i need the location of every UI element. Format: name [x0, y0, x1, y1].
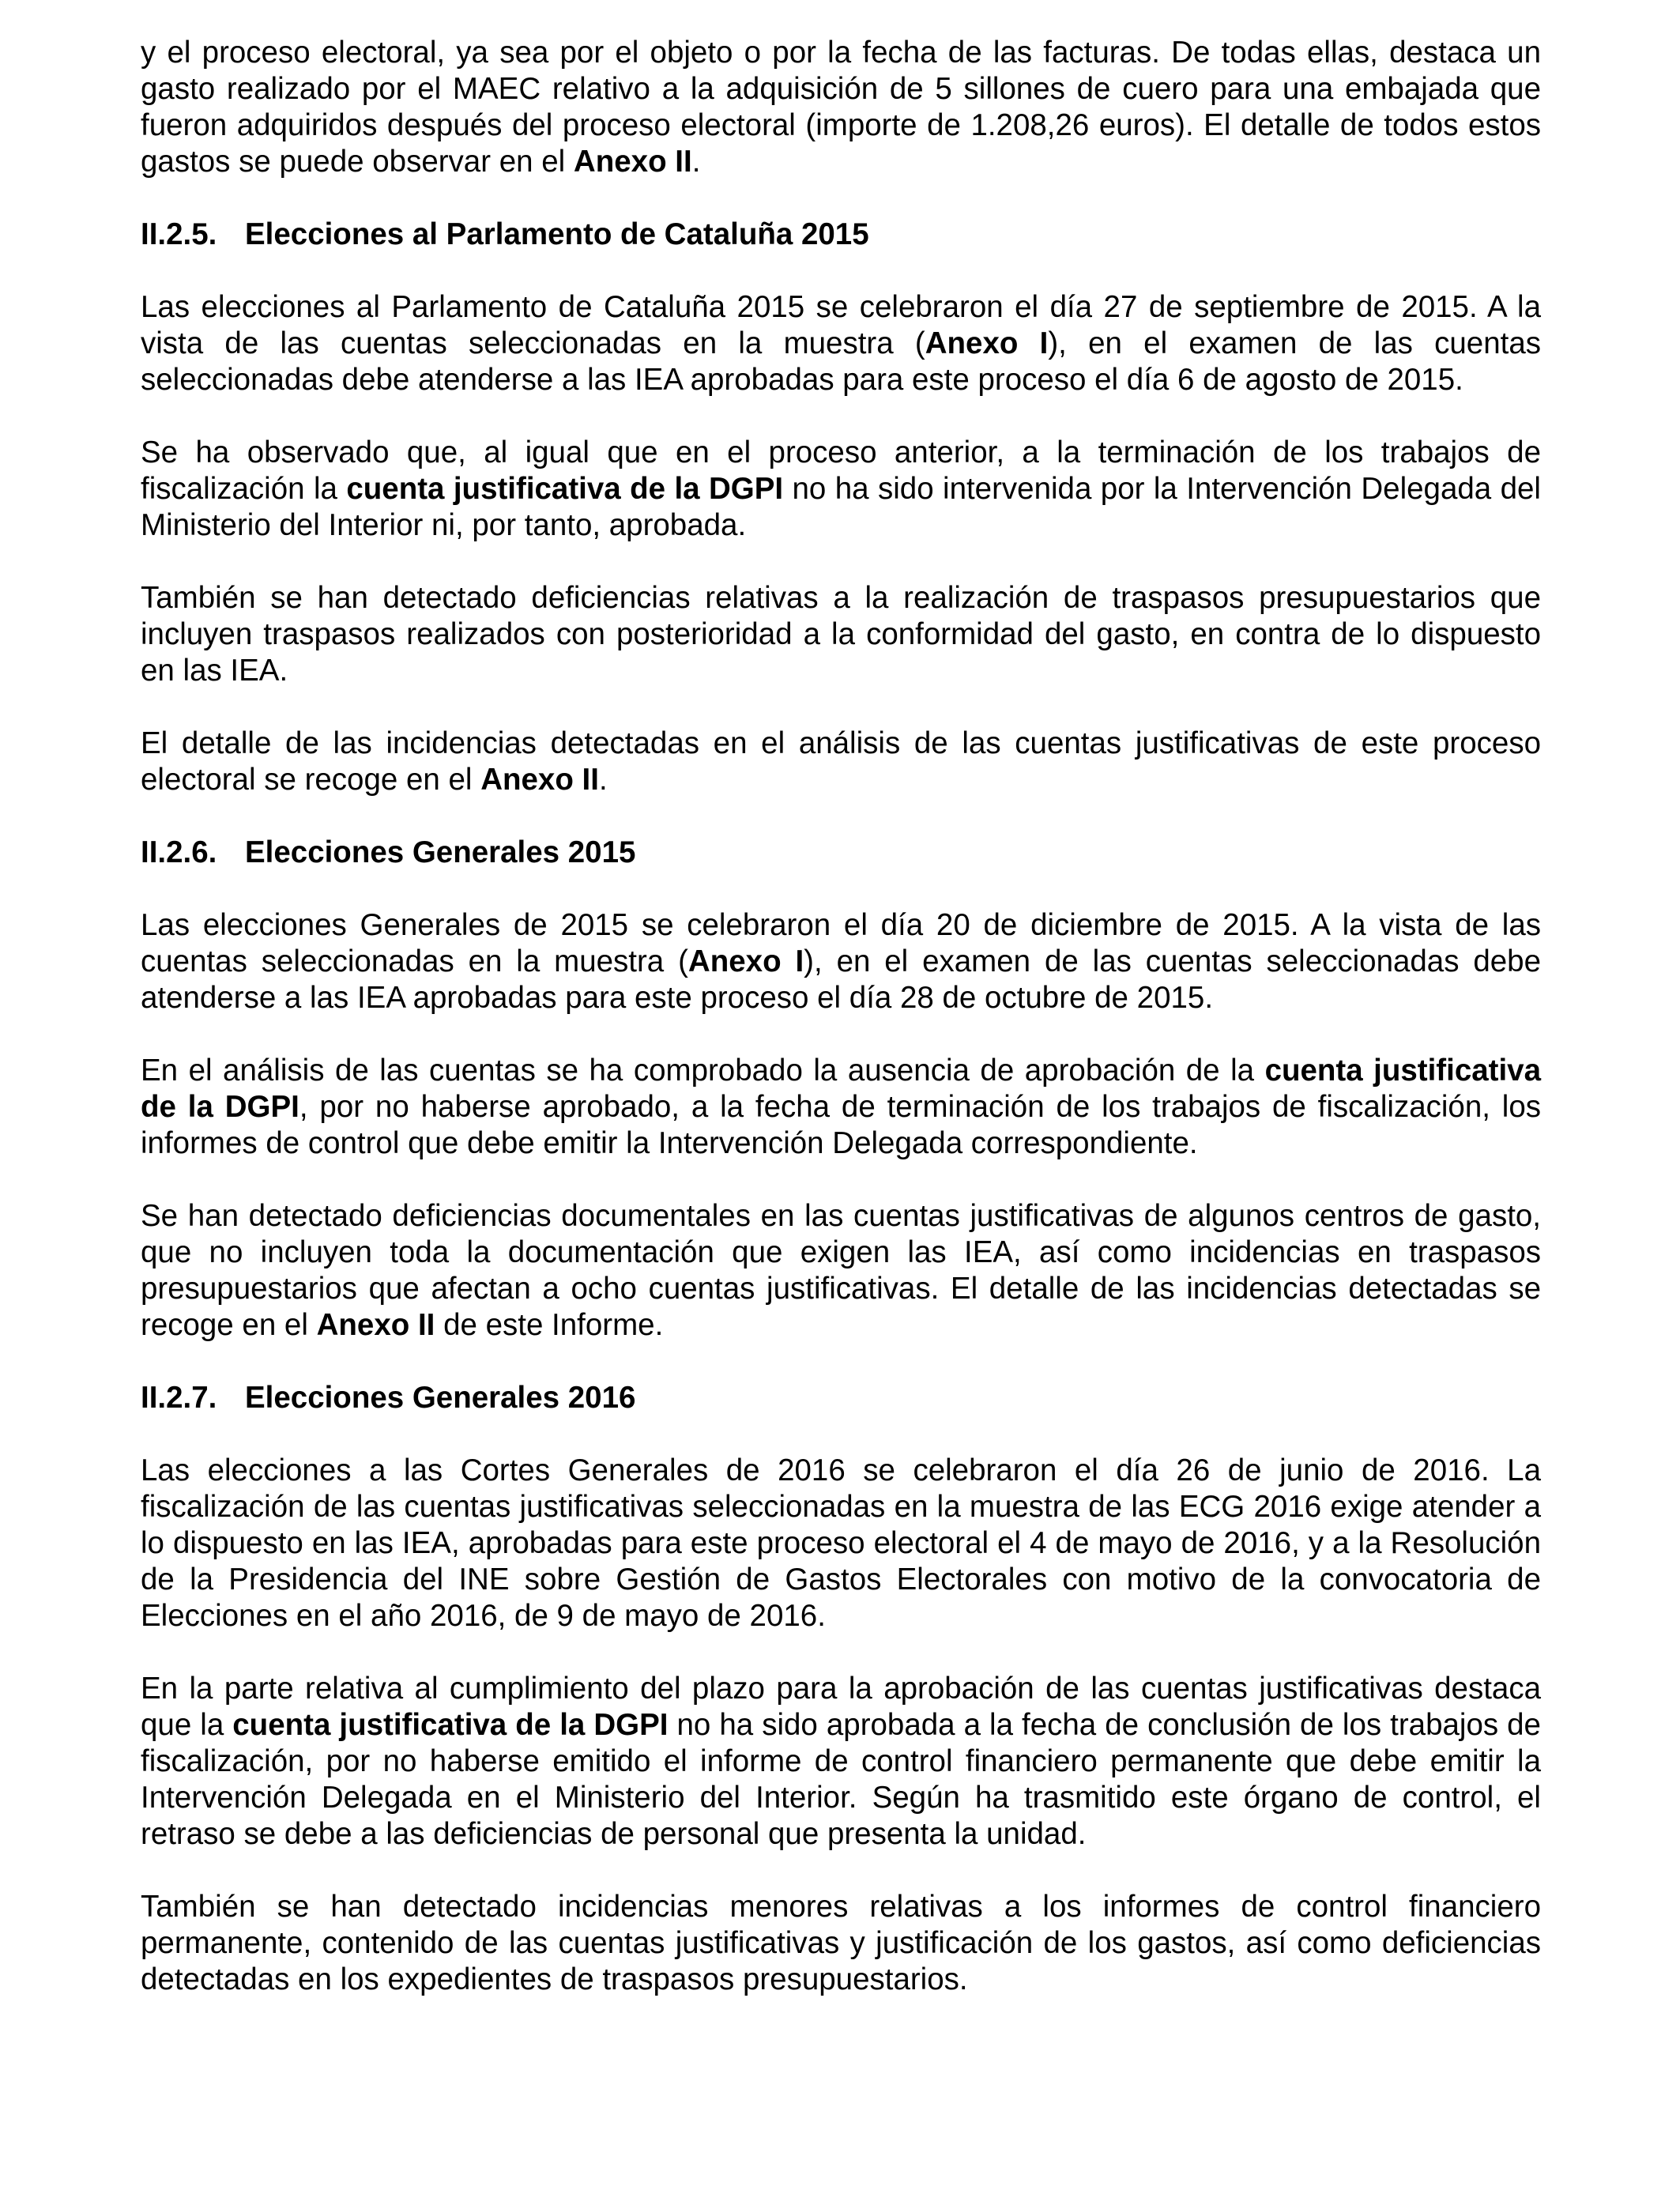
paragraph-2-5-1: Las elecciones al Parlamento de Cataluña 2015 se celebraron el día 27 de septiembre de 2015. A la vista de las cuentas seleccionadas en la muestra (Anexo I), en el examen de las cuentas seleccionadas debe atenderse a las IEA aprobadas para este proceso el día 6 de agosto de 2015. — [141, 290, 1541, 397]
paragraph-2-5-2: Se ha observado que, al igual que en el proceso anterior, a la terminación de los trabajos de fiscalización la cuenta justificativa de la DGPI no ha sido intervenida por la Intervención Delegada del Ministerio del Interior ni, por tanto, aprobada. — [141, 435, 1541, 542]
annex-ref: Anexo II — [573, 145, 692, 179]
paragraph-2-6-2: En el análisis de las cuentas se ha comprobado la ausencia de aprobación de la cuenta justificativa de la DGPI, por no haberse aprobado, a la fecha de terminación de los trabajos de fiscalización, los informes de control que debe emitir la Intervención Delegada correspondiente. — [141, 1054, 1541, 1160]
paragraph-2-5-3: También se han detectado deficiencias relativas a la realización de traspasos presupuestarios que incluyen traspasos realizados con posterioridad a la conformidad del gasto, en contra de lo dispuesto en las IEA. — [141, 581, 1541, 688]
bold-term: cuenta justificativa de la DGPI — [141, 1054, 1541, 1124]
section-heading-2-7 — [141, 1380, 1541, 1416]
paragraph-2-6-1: Las elecciones Generales de 2015 se celebraron el día 20 de diciembre de 2015. A la vista de las cuentas seleccionadas en la muestra (Anexo I), en el examen de las cuentas seleccionadas debe atenderse a las IEA aprobadas para este proceso el día 28 de octubre de 2015. — [141, 908, 1541, 1015]
section-heading-2-6 — [141, 835, 1541, 871]
annex-ref: Anexo I — [687, 944, 804, 978]
annex-ref: Anexo I — [925, 326, 1049, 360]
section-heading-2-5 — [141, 217, 1541, 253]
paragraph-2-5-4: El detalle de las incidencias detectadas en el análisis de las cuentas justificativas de este proceso electoral se recoge en el Anexo II. — [141, 726, 1541, 797]
paragraph-intro: y el proceso electoral, ya sea por el objeto o por la fecha de las facturas. De todas ellas, destaca un gasto realizado por el MAEC relativo a la adquisición de 5 sillones de cuero para una embajada que fueron adquiridos después del proceso electoral (importe de 1.208,26 euros). El detalle de todos estos gastos se puede observar en el Anexo II. — [141, 36, 1541, 179]
bold-term: cuenta justificativa de la DGPI — [346, 472, 784, 506]
section-title: Elecciones Generales 2016 — [245, 1381, 636, 1415]
paragraph-2-6-3: Se han detectado deficiencias documentales en las cuentas justificativas de algunos centros de gasto, que no incluyen toda la documentación que exigen las IEA, así como incidencias en traspasos presupuestarios que afectan a ocho cuentas justificativas. El detalle de las incidencias detectadas se recoge en el Anexo II de este Informe. — [141, 1199, 1541, 1342]
annex-ref: Anexo II — [480, 763, 599, 797]
bold-term: cuenta justificativa de la DGPI — [232, 1708, 669, 1742]
paragraph-2-7-1: Las elecciones a las Cortes Generales de 2016 se celebraron el día 26 de junio de 2016. La fiscalización de las cuentas justificativas seleccionadas en la muestra de las ECG 2016 exige atender a lo dispuesto en las IEA, aprobadas para este proceso electoral el 4 de mayo de 2016, y a la Resolución de la Presidencia del INE sobre Gestión de Gastos Electorales con motivo de la convocatoria de Elecciones en el año 2016, de 9 de mayo de 2016. — [141, 1453, 1541, 1633]
section-title: Elecciones al Parlamento de Cataluña 2015 — [245, 217, 869, 251]
document-page — [141, 35, 1541, 1998]
annex-ref: Anexo II — [316, 1308, 435, 1342]
section-number: II.2.5. — [141, 217, 217, 251]
paragraph-2-7-3: También se han detectado incidencias menores relativas a los informes de control financiero permanente, contenido de las cuentas justificativas y justificación de los gastos, así como deficiencias detectadas en los expedientes de traspasos presupuestarios. — [141, 1890, 1541, 1996]
section-number: II.2.7. — [141, 1381, 217, 1415]
paragraph-2-7-2: En la parte relativa al cumplimiento del plazo para la aprobación de las cuentas justificativas destaca que la cuenta justificativa de la DGPI no ha sido aprobada a la fecha de conclusión de los trabajos de fiscalización, por no haberse emitido el informe de control financiero permanente que debe emitir la Intervención Delegada en el Ministerio del Interior. Según ha trasmitido este órgano de control, el retraso se debe a las deficiencias de personal que presenta la unidad. — [141, 1672, 1541, 1851]
section-number: II.2.6. — [141, 835, 217, 869]
section-title: Elecciones Generales 2015 — [245, 835, 636, 869]
